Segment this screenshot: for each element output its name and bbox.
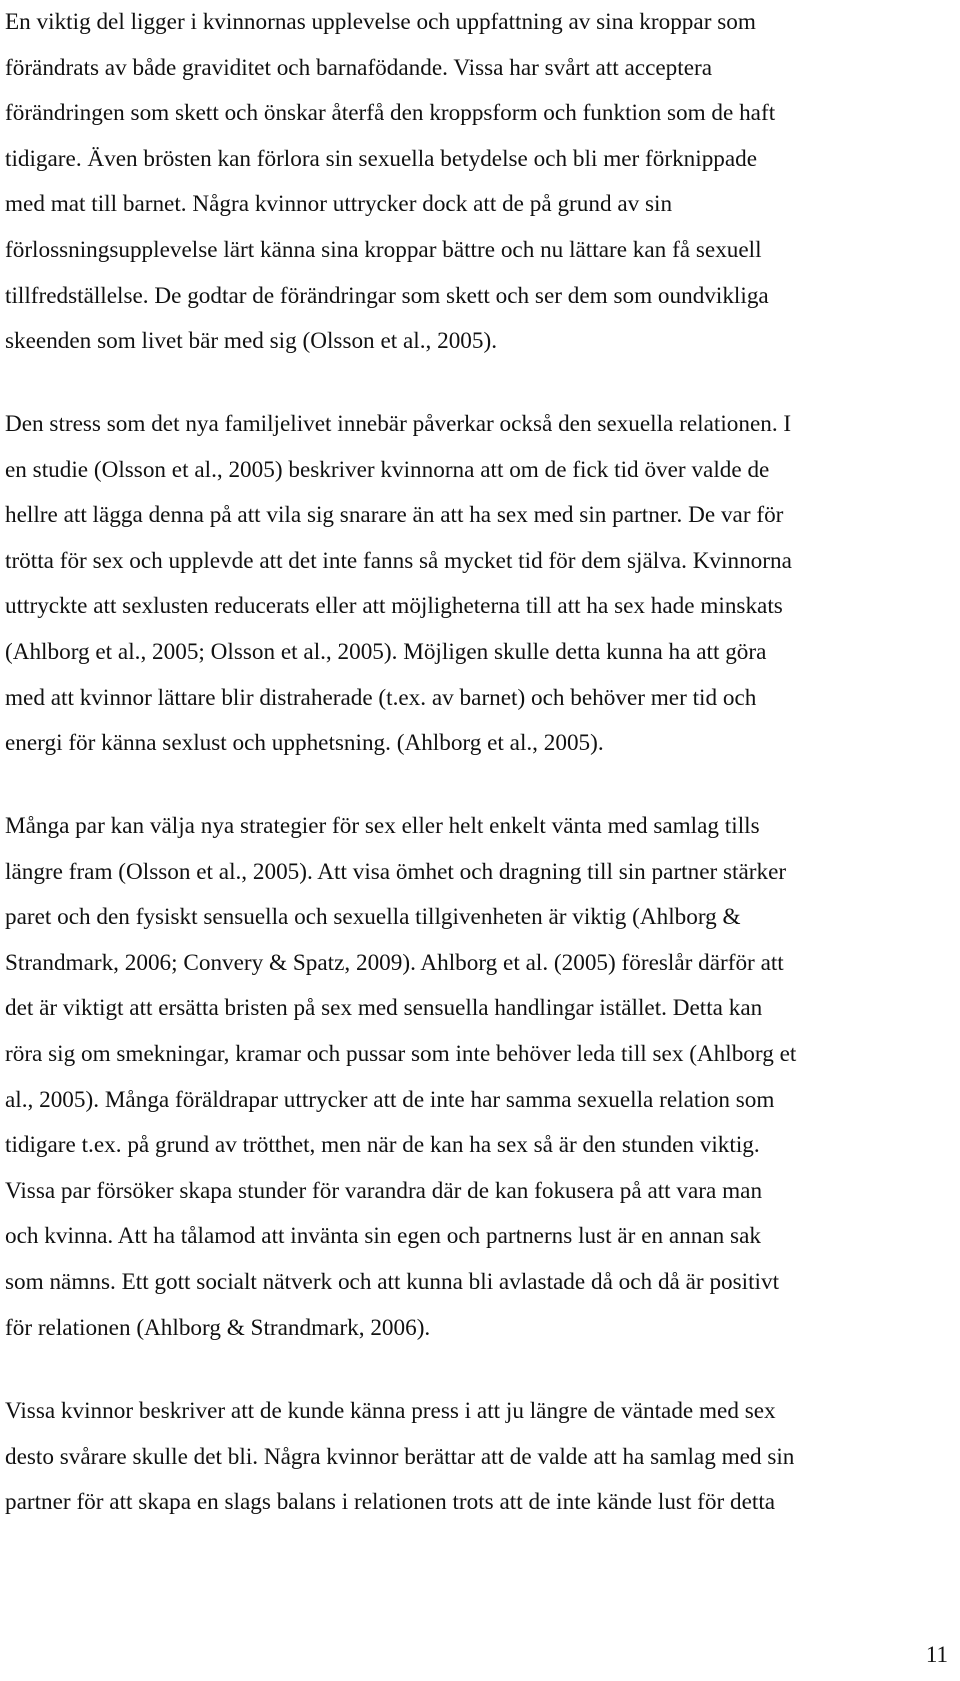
text-line: desto svårare skulle det bli. Några kvinnor berättar att de valde att ha samlag med sin	[5, 1443, 795, 1470]
text-line: uttryckte att sexlusten reducerats eller att möjligheterna till att ha sex hade minskats	[5, 593, 783, 620]
paragraph-pressure	[5, 1389, 955, 1526]
text-line: energi för känna sexlust och upphetsning. (Ahlborg et al., 2005).	[5, 730, 604, 757]
text-line: paret och den fysiskt sensuella och sexuella tillgivenheten är viktig (Ahlborg &	[5, 904, 741, 931]
page-number: 11	[925, 1642, 948, 1667]
text-line: tidigare. Även brösten kan förlora sin sexuella betydelse och bli mer förknippade	[5, 145, 758, 172]
text-line: Strandmark, 2006; Convery & Spatz, 2009). Ahlborg et al. (2005) föreslår därför att	[5, 949, 784, 976]
text-line: (Ahlborg et al., 2005; Olsson et al., 2005). Möjligen skulle detta kunna ha att göra	[5, 638, 767, 665]
text-line: hellre att lägga denna på att vila sig snarare än att ha sex med sin partner. De var för	[5, 502, 784, 529]
text-line: tidigare t.ex. på grund av trötthet, men när de kan ha sex så är den stunden viktig.	[5, 1132, 760, 1159]
text-line: som nämns. Ett gott socialt nätverk och att kunna bli avlastade då och då är positivt	[5, 1268, 780, 1295]
text-line: det är viktigt att ersätta bristen på sex med sensuella handlingar istället. Detta kan	[5, 995, 763, 1022]
paragraph-couple-strategies	[5, 804, 955, 1351]
text-line: Den stress som det nya familjelivet innebär påverkar också den sexuella relationen. I	[5, 411, 792, 437]
text-line: med att kvinnor lättare blir distraherade (t.ex. av barnet) och behöver mer tid och	[5, 684, 757, 711]
text-line: tillfredställelse. De godtar de förändringar som skett och ser dem som oundvikliga	[5, 282, 769, 309]
text-line: längre fram (Olsson et al., 2005). Att visa ömhet och dragning till sin partner stärker	[5, 858, 787, 885]
text-line: förlossningsupplevelse lärt känna sina kroppar bättre och nu lättare kan få sexuell	[5, 236, 762, 263]
text-line: En viktig del ligger i kvinnornas upplevelse och uppfattning av sina kroppar som	[5, 9, 756, 35]
text-line: partner för att skapa en slags balans i relationen trots att de inte kände lust för detta	[5, 1489, 776, 1516]
text-line: Många par kan välja nya strategier för sex eller helt enkelt vänta med samlag tills	[5, 813, 760, 839]
paragraph-family-stress	[5, 402, 955, 767]
text-line: skeenden som livet bär med sig (Olsson et al., 2005).	[5, 328, 497, 355]
text-line: och kvinna. Att ha tålamod att invänta sin egen och partnerns lust är en annan sak	[5, 1223, 761, 1250]
paragraph-body-image	[5, 0, 955, 365]
text-line: röra sig om smekningar, kramar och pussar som inte behöver leda till sex (Ahlborg et	[5, 1040, 797, 1067]
text-line: en studie (Olsson et al., 2005) beskriver kvinnorna att om de fick tid över valde de	[5, 456, 770, 483]
text-line: al., 2005). Många föräldrapar uttrycker att de inte har samma sexuella relation som	[5, 1086, 775, 1113]
text-line: förändringen som skett och önskar återfå den kroppsform och funktion som de haft	[5, 100, 776, 127]
text-line: med mat till barnet. Några kvinnor uttrycker dock att de på grund av sin	[5, 191, 673, 218]
text-line: trötta för sex och upplevde att det inte fanns så mycket tid för dem själva. Kvinnorna	[5, 547, 792, 574]
text-line: förändrats av både graviditet och barnafödande. Vissa har svårt att acceptera	[5, 54, 713, 81]
text-line: Vissa kvinnor beskriver att de kunde känna press i att ju längre de väntade med sex	[5, 1398, 776, 1424]
text-line: för relationen (Ahlborg & Strandmark, 2006).	[5, 1314, 431, 1341]
text-line: Vissa par försöker skapa stunder för varandra där de kan fokusera på att vara man	[5, 1177, 763, 1204]
